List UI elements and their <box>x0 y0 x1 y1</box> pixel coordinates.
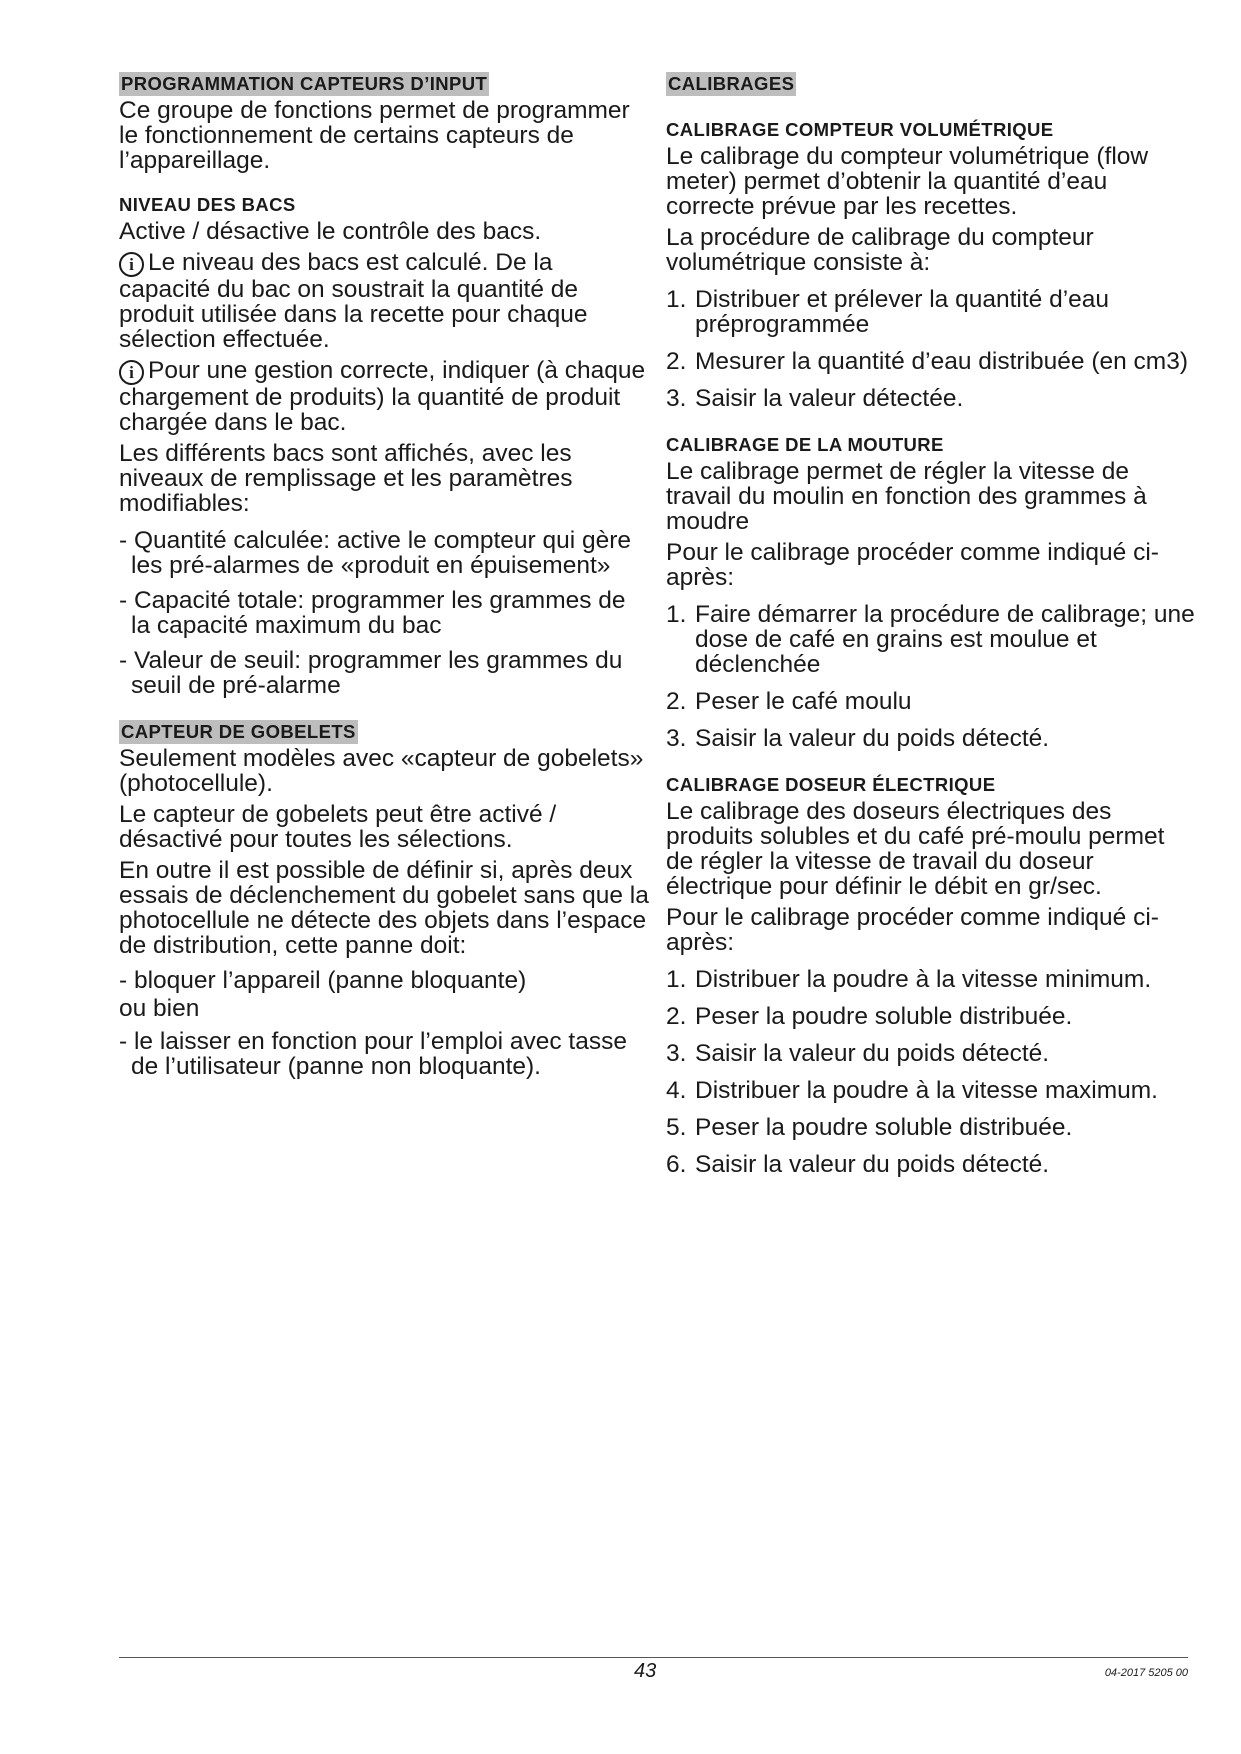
sub-heading: NIVEAU DES BACS <box>119 194 296 215</box>
section-calibrage-mouture <box>666 433 1196 751</box>
info-note <box>119 358 649 435</box>
numbered-step <box>666 689 1196 714</box>
sub-heading: CALIBRAGE DOSEUR ÉLECTRIQUE <box>666 774 996 795</box>
step-text: Mesurer la quantité d’eau distribuée (en cm3) <box>695 348 1188 375</box>
info-note-text: Le niveau des bacs est calculé. De la capacité du bac on soustrait la quantité de produit utilisée dans la recette pour chaque sélection effectuée. <box>119 249 588 353</box>
step-number: 2. <box>666 688 687 715</box>
step-number: 3. <box>666 385 687 412</box>
step-text: Distribuer et prélever la quantité d’eau préprogrammée <box>695 286 1110 338</box>
footer-divider <box>119 1657 1188 1658</box>
paragraph: Le capteur de gobelets peut être activé / désactivé pour toutes les sélections. <box>119 801 557 853</box>
section-programmation-capteurs <box>119 72 649 173</box>
step-text: Saisir la valeur du poids détecté. <box>695 1151 1050 1178</box>
paragraph: Pour le calibrage procéder comme indiqué ci-après: <box>666 539 1159 591</box>
paragraph: Le calibrage du compteur volumétrique (flow meter) permet d’obtenir la quantité d’eau correcte prévue par les recettes. <box>666 143 1149 220</box>
numbered-step <box>666 1041 1196 1066</box>
paragraph: Le calibrage permet de régler la vitesse de travail du moulin en fonction des grammes à moudre <box>666 458 1147 535</box>
step-number: 3. <box>666 1040 687 1067</box>
numbered-step <box>666 349 1196 374</box>
section-heading: PROGRAMMATION CAPTEURS D’INPUT <box>121 73 488 94</box>
step-text: Distribuer la poudre à la vitesse maximum. <box>695 1077 1158 1104</box>
numbered-step <box>666 1115 1196 1140</box>
list-item: - bloquer l’appareil (panne bloquante) <box>119 967 527 994</box>
section-calibrage-compteur <box>666 118 1196 411</box>
paragraph: Active / désactive le contrôle des bacs. <box>119 218 542 245</box>
step-number: 2. <box>666 1003 687 1030</box>
numbered-step <box>666 602 1196 677</box>
paragraph: La procédure de calibrage du compteur volumétrique consiste à: <box>666 224 1094 276</box>
left-column <box>119 72 649 1089</box>
step-number: 5. <box>666 1114 687 1141</box>
paragraph: Le calibrage des doseurs électriques des produits solubles et du café pré-moulu permet de régler la vitesse de travail du doseur électrique pour définir le débit en gr/sec. <box>666 798 1165 900</box>
info-note <box>119 250 649 352</box>
paragraph: Pour le calibrage procéder comme indiqué ci-après: <box>666 904 1159 956</box>
step-text: Distribuer la poudre à la vitesse minimum. <box>695 966 1152 993</box>
step-text: Saisir la valeur du poids détecté. <box>695 1040 1050 1067</box>
section-calibrage-doseur <box>666 773 1196 1177</box>
step-text: Peser la poudre soluble distribuée. <box>695 1003 1073 1030</box>
sub-heading: CALIBRAGE COMPTEUR VOLUMÉTRIQUE <box>666 119 1054 140</box>
step-number: 1. <box>666 966 687 993</box>
paragraph: Les différents bacs sont affichés, avec les niveaux de remplissage et les paramètres modifiables: <box>119 440 573 517</box>
numbered-step <box>666 1004 1196 1029</box>
info-icon: i <box>119 360 144 385</box>
step-text: Saisir la valeur du poids détecté. <box>695 725 1050 752</box>
paragraph: ou bien <box>119 995 200 1022</box>
numbered-step <box>666 967 1196 992</box>
step-text: Peser la poudre soluble distribuée. <box>695 1114 1073 1141</box>
list-item: - Valeur de seuil: programmer les grammes du seuil de pré-alarme <box>119 647 623 699</box>
step-number: 6. <box>666 1151 687 1178</box>
paragraph: Seulement modèles avec «capteur de gobelets» (photocellule). <box>119 745 644 797</box>
numbered-step <box>666 1152 1196 1177</box>
step-number: 4. <box>666 1077 687 1104</box>
step-number: 1. <box>666 286 687 313</box>
list-item: - Quantité calculée: active le compteur qui gère les pré-alarmes de «produit en épuisement» <box>119 527 632 579</box>
paragraph: Ce groupe de fonctions permet de programmer le fonctionnement de certains capteurs de l’appareillage. <box>119 97 630 174</box>
step-number: 1. <box>666 601 687 628</box>
numbered-step <box>666 1078 1196 1103</box>
step-text: Saisir la valeur détectée. <box>695 385 964 412</box>
right-column <box>666 72 1196 1189</box>
paragraph: En outre il est possible de définir si, après deux essais de déclenchement du gobelet sans que la photocellule ne détecte des objets dans l’espace de distribution, cette panne doit: <box>119 857 649 959</box>
numbered-step <box>666 287 1196 337</box>
list-item: - le laisser en fonction pour l’emploi avec tasse de l’utilisateur (panne non bloquante). <box>119 1028 627 1080</box>
document-code: 04-2017 5205 00 <box>1104 1667 1188 1679</box>
info-icon: i <box>119 252 144 277</box>
section-heading: CALIBRAGES <box>668 73 795 94</box>
step-text: Peser le café moulu <box>695 688 912 715</box>
numbered-step <box>666 726 1196 751</box>
step-number: 2. <box>666 348 687 375</box>
info-note-text: Pour une gestion correcte, indiquer (à chaque chargement de produits) la quantité de produit chargée dans le bac. <box>119 357 646 436</box>
list-item: - Capacité totale: programmer les grammes de la capacité maximum du bac <box>119 587 626 639</box>
section-niveau-des-bacs <box>119 193 649 698</box>
page-number: 43 <box>634 1660 657 1682</box>
section-capteur-de-gobelets <box>119 720 649 1079</box>
step-number: 3. <box>666 725 687 752</box>
numbered-step <box>666 386 1196 411</box>
section-heading: CAPTEUR DE GOBELETS <box>121 721 356 742</box>
step-text: Faire démarrer la procédure de calibrage; une dose de café en grains est moulue et déclenchée <box>695 601 1195 678</box>
sub-heading: CALIBRAGE DE LA MOUTURE <box>666 434 944 455</box>
